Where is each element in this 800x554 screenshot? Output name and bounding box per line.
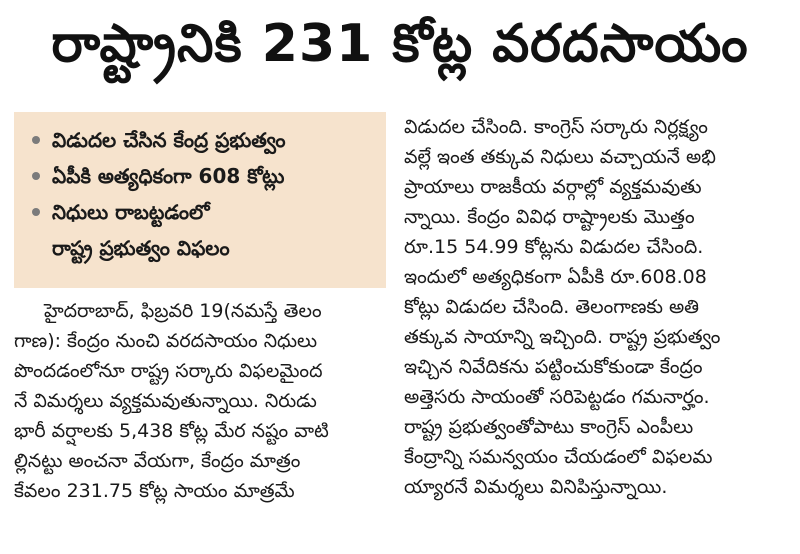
text-line: గాణ): కేంద్రం నుంచి వరదసాయం నిధులు <box>14 330 318 352</box>
text-line: నే విమర్శలు వ్యక్తమవుతున్నాయి. నిరుడు <box>14 390 317 412</box>
headline: రాష్ట్రానికి 231 కోట్ల వరదసాయం <box>51 13 749 74</box>
text-line: ఇచ్చిన నివేదికను పట్టించుకోకుండా కేంద్రం <box>404 356 703 378</box>
highlight-text: ఏపీకి అత్యధికంగా 608 కోట్లు <box>52 164 285 188</box>
text-line: కేవలం 231.75 కోట్ల సాయం మాత్రమే <box>14 480 295 502</box>
text-line: హైదరాబాద్, ఫిబ్రవరి 19(నమస్తే తెలం <box>44 300 322 322</box>
text-line: తక్కువ సాయాన్ని ఇచ్చింది. రాష్ట్ర ప్రభుత్వం <box>404 326 721 348</box>
text-line: విడుదల చేసింది. కాంగ్రెస్ సర్కారు నిర్లక్ష్యం <box>404 116 708 138</box>
bullet-icon <box>32 136 40 144</box>
text-line: య్యారనే విమర్శలు వినిపిస్తున్నాయి. <box>404 476 668 498</box>
text-line: ఇందులో అత్యధికంగా ఏపీకి రూ.608.08 <box>404 266 707 288</box>
text-line: వల్లే ఇంత తక్కువ నిధులు వచ్చాయనే అభి <box>404 146 716 168</box>
text-line: రాష్ట్ర ప్రభుత్వంతోపాటు కాంగ్రెస్ ఎంపీలు <box>404 416 694 438</box>
text-line: ప్రాయాలు రాజకీయ వర్గాల్లో వ్యక్తమవుతు <box>404 176 702 198</box>
right-body-text <box>404 112 788 502</box>
text-line: భారీ వర్షాలకు 5,438 కోట్ల మేర నష్టం వాటి <box>14 420 329 442</box>
bullet-icon <box>32 208 40 216</box>
highlight-text: నిధులు రాబట్టడంలో <box>52 200 210 224</box>
highlight-item <box>28 158 372 194</box>
text-line: ల్లినట్టు అంచనా వేయగా, కేంద్రం మాత్రం <box>14 450 301 472</box>
left-column <box>14 112 386 506</box>
bullet-icon <box>32 172 40 180</box>
text-line: రూ.15 54.99 కోట్లను విడుదల చేసింది. <box>404 236 704 258</box>
left-body-text <box>14 296 386 506</box>
text-line: న్నాయి. కేంద్రం వివిధ రాష్ట్రాలకు మొత్తం <box>404 206 695 228</box>
highlight-item <box>28 194 372 230</box>
text-line: అత్తెసరు సాయంతో సరిపెట్టడం గమనార్హం. <box>404 386 710 408</box>
highlight-text: రాష్ట్ర ప్రభుత్వం విఫలం <box>52 236 230 260</box>
highlights-box <box>14 112 386 288</box>
highlight-item <box>28 122 372 158</box>
text-line: కేంద్రాన్ని సమన్వయం చేయడంలో విఫలమ <box>404 446 713 468</box>
highlight-item-continued <box>28 230 372 266</box>
text-line: కోట్లు విడుదల చేసింది. తెలంగాణకు అతి <box>404 296 700 318</box>
text-line: పొందడంలోనూ రాష్ట్ర సర్కారు విఫలమైంద <box>14 360 323 382</box>
right-column <box>404 112 788 502</box>
highlight-text: విడుదల చేసిన కేంద్ర ప్రభుత్వం <box>52 128 286 152</box>
